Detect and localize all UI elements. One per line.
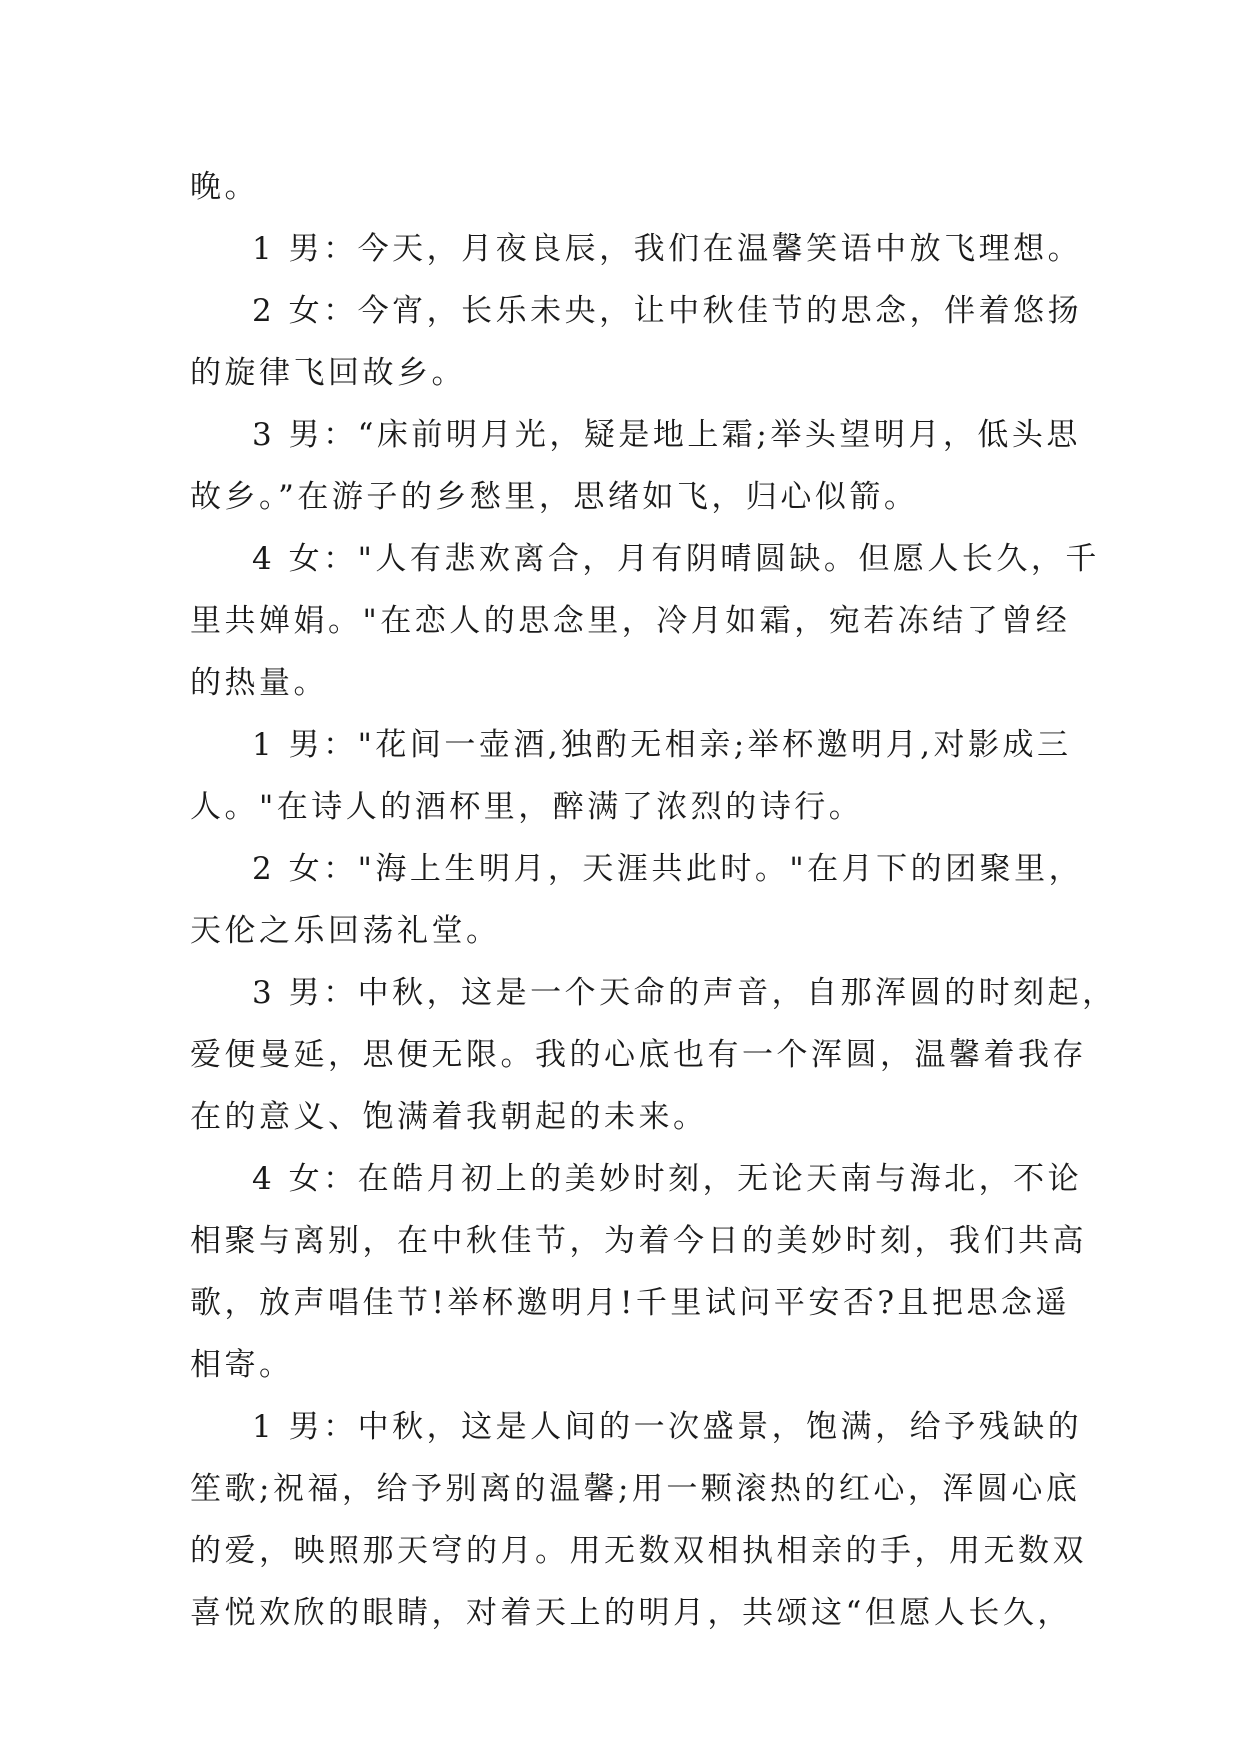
dialogue-line: 2 女："海上生明月，天涯共此时。"在月下的团聚里， — [252, 851, 1084, 887]
dialogue-line: 4 女："人有悲欢离合，月有阴晴圆缺。但愿人长久，千 — [252, 541, 1100, 577]
dialogue-line: 1 男：今天，月夜良辰，我们在温馨笑语中放飞理想。 — [252, 231, 1083, 267]
text-line: 笙歌;祝福，给予别离的温馨;用一颗滚热的红心，浑圆心底 — [190, 1471, 1081, 1507]
dialogue-line: 3 男：中秋，这是一个天命的声音，自那浑圆的时刻起， — [252, 975, 1117, 1011]
text-line: 故乡。”在游子的乡愁里，思绪如飞，归心似箭。 — [190, 479, 919, 515]
text-line: 喜悦欢欣的眼睛，对着天上的明月，共颂这“但愿人长久， — [190, 1595, 1072, 1631]
document-body — [190, 156, 1117, 1644]
text-line: 相聚与离别，在中秋佳节，为着今日的美妙时刻，我们共高 — [190, 1223, 1087, 1259]
text-line: 人。"在诗人的酒杯里，醉满了浓烈的诗行。 — [190, 789, 864, 825]
dialogue-line: 2 女：今宵，长乐未央，让中秋佳节的思念，伴着悠扬 — [252, 293, 1083, 329]
text-line: 里共婵娟。"在恋人的思念里，冷月如霜，宛若冻结了曾经 — [190, 603, 1071, 639]
text-line: 在的意义、饱满着我朝起的未来。 — [190, 1099, 708, 1135]
text-line: 的旋律飞回故乡。 — [190, 355, 466, 391]
dialogue-line: 4 女：在皓月初上的美妙时刻，无论天南与海北，不论 — [252, 1161, 1083, 1197]
text-line: 的热量。 — [190, 665, 328, 701]
text-line: 相寄。 — [190, 1347, 294, 1383]
dialogue-line: 3 男：“床前明月光，疑是地上霜;举头望明月，低头思 — [252, 417, 1081, 453]
text-line: 歌，放声唱佳节!举杯邀明月!千里试问平安否?且把思念遥 — [190, 1285, 1071, 1321]
dialogue-line: 1 男：中秋，这是人间的一次盛景，饱满，给予残缺的 — [252, 1409, 1083, 1445]
text-line: 天伦之乐回荡礼堂。 — [190, 913, 501, 949]
text-line: 晚。 — [190, 169, 259, 205]
dialogue-line: 1 男："花间一壶酒,独酌无相亲;举杯邀明月,对影成三 — [252, 727, 1072, 763]
text-line: 爱便曼延，思便无限。我的心底也有一个浑圆，温馨着我存 — [190, 1037, 1087, 1073]
text-line: 的爱，映照那天穹的月。用无数双相执相亲的手，用无数双 — [190, 1533, 1087, 1569]
